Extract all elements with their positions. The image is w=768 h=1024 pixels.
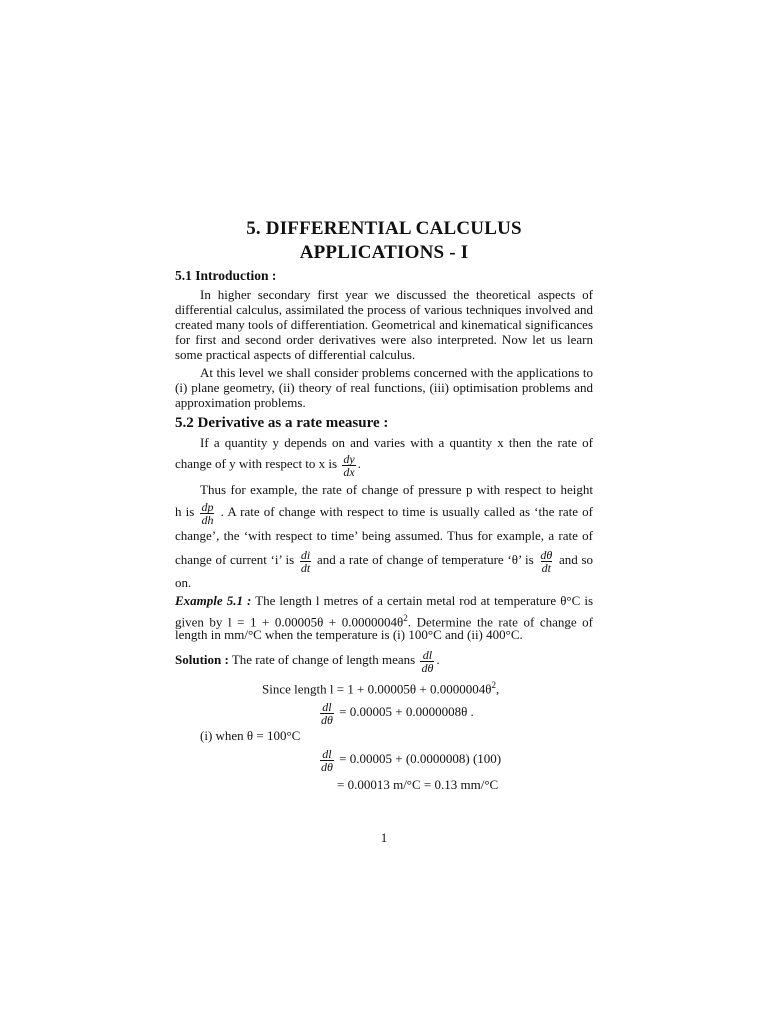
rate-paragraph-2-line-3: change’, the ‘with respect to time’ being assumed. Thus for example, a rate of bbox=[175, 528, 593, 543]
fraction-denominator: dh bbox=[201, 512, 214, 527]
solution-end: . bbox=[436, 652, 440, 667]
section-heading-rate-measure: 5.2 Derivative as a rate measure : bbox=[175, 415, 389, 431]
rate-paragraph-2-line-5: on. bbox=[175, 575, 192, 590]
fraction-numerator: dθ bbox=[540, 547, 553, 562]
section-heading-introduction: 5.1 Introduction : bbox=[175, 268, 277, 283]
superscript: 2 bbox=[403, 613, 408, 623]
chapter-title-line2: APPLICATIONS - I bbox=[299, 242, 469, 263]
intro-paragraph-1: In higher secondary first year we discussed the theoretical aspects of differential calculus, assimilated the process of various techniques involved and created many tools of differentiation. Geometrical and kinematical significances for first and second order derivatives were also interpreted. Now let us learn some practical aspects of differential calculus. bbox=[175, 287, 593, 362]
derivative-equation-1 bbox=[318, 697, 474, 727]
fraction-dl-dtheta bbox=[320, 701, 334, 726]
equation-text: , bbox=[495, 681, 500, 697]
rate-line-text: change of current ‘i’ is bbox=[175, 552, 295, 567]
fraction-dl-dtheta bbox=[320, 748, 334, 773]
rate-line-text: change of y with respect to x is bbox=[175, 456, 338, 471]
fraction-denominator: dθ bbox=[421, 660, 434, 675]
fraction-dl-dtheta bbox=[420, 649, 434, 674]
rate-paragraph-2-line-2 bbox=[175, 497, 593, 527]
fraction-dtheta-dt bbox=[539, 549, 553, 574]
since-length-equation bbox=[262, 678, 499, 696]
intro-paragraph-2: At this level we shall consider problems concerned with the applications to (i) plane geometry, (ii) theory of real functions, (iii) optimisation problems and approximation problems. bbox=[175, 365, 593, 410]
fraction-numerator: dy bbox=[343, 451, 355, 466]
equation-text: = 0.00005 + (0.0000008) (100) bbox=[339, 751, 502, 766]
fraction-dp-dh bbox=[200, 501, 214, 526]
result-equation: = 0.00013 m/°C = 0.13 mm/°C bbox=[337, 777, 499, 792]
case-1-condition: (i) when θ = 100°C bbox=[200, 728, 301, 743]
fraction-denominator: dθ bbox=[321, 712, 333, 727]
fraction-di-dt bbox=[300, 549, 311, 574]
fraction-denominator: dt bbox=[300, 560, 311, 575]
rate-paragraph-1-line-2 bbox=[175, 449, 361, 479]
solution-text: The rate of change of length means bbox=[231, 652, 416, 667]
fraction-dy-dx bbox=[342, 453, 355, 478]
rate-line-text: and a rate of change of temperature ‘θ’ is bbox=[316, 552, 534, 567]
fraction-numerator: di bbox=[300, 547, 311, 562]
rate-line-end: . bbox=[357, 456, 361, 471]
superscript: 2 bbox=[491, 680, 496, 690]
solution-label: Solution : bbox=[175, 652, 229, 667]
fraction-numerator: dl bbox=[322, 699, 332, 714]
equation-text: Since length l = 1 + 0.00005θ + 0.0000004θ bbox=[262, 681, 492, 697]
rate-line-text: and so bbox=[559, 552, 594, 567]
rate-paragraph-2-line-1: Thus for example, the rate of change of pressure p with respect to height bbox=[200, 482, 593, 497]
example-line-1 bbox=[175, 593, 593, 608]
fraction-denominator: dt bbox=[541, 560, 552, 575]
rate-line-text: h is bbox=[175, 504, 195, 519]
example-text: The length l metres of a certain metal rod at temperature θ°C is bbox=[255, 593, 593, 608]
fraction-denominator: dθ bbox=[321, 759, 333, 774]
example-text: . Determine the rate of change of bbox=[407, 614, 593, 630]
rate-paragraph-1-line-1: If a quantity y depends on and varies with a quantity x then the rate of bbox=[200, 435, 593, 450]
example-text: given by l = 1 + 0.00005θ + 0.0000004θ bbox=[175, 614, 404, 630]
fraction-numerator: dl bbox=[322, 746, 332, 761]
example-label: Example 5.1 : bbox=[175, 593, 252, 608]
fraction-denominator: dx bbox=[343, 464, 355, 479]
equation-text: = 0.00005 + 0.0000008θ . bbox=[339, 704, 474, 719]
chapter-title-line1: 5. DIFFERENTIAL CALCULUS bbox=[246, 218, 522, 239]
rate-paragraph-2-line-4 bbox=[175, 545, 593, 575]
fraction-numerator: dl bbox=[422, 647, 433, 662]
derivative-equation-2 bbox=[318, 744, 501, 774]
example-line-3: length in mm/°C when the temperature is (i) 100°C and (ii) 400°C. bbox=[175, 627, 523, 642]
solution-line bbox=[175, 645, 440, 675]
fraction-numerator: dp bbox=[201, 499, 214, 514]
page-number: 1 bbox=[380, 830, 388, 845]
rate-line-text: . A rate of change with respect to time is usually called as ‘the rate of bbox=[220, 504, 594, 519]
